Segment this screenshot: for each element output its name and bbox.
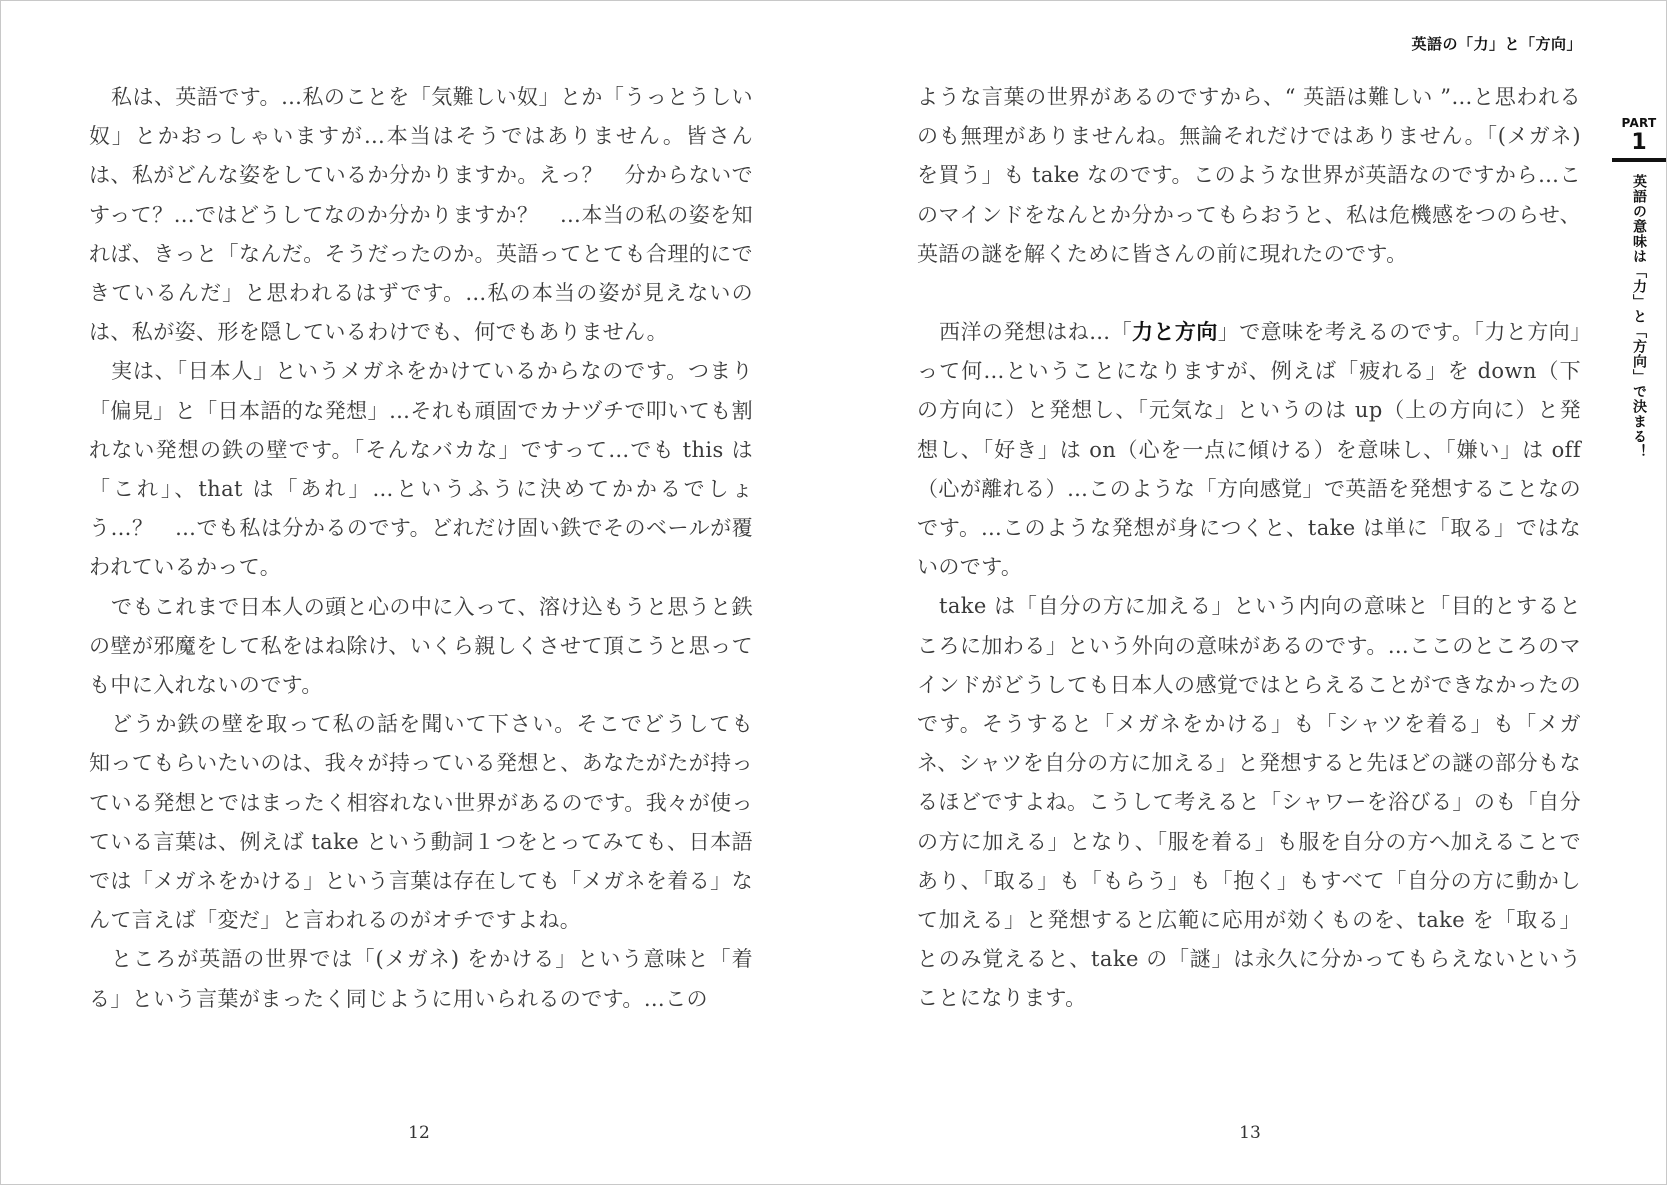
paragraph-text: 」で意味を考えるのです。「力と方向」って何…ということになりますが、例えば「疲れる」を down（下の方向に）と発想し、「元気な」というのは up（上の方向に）と発想し、「好き」は on（心を一点に傾ける）を意味し、「嫌い」は off（心が離れる）…このような「方向感覚」で英語を発想することなのです。…このような発想が身につくと、take は単に「取る」ではないのです。 (917, 320, 1581, 580)
body-paragraph: でもこれまで日本人の頭と心の中に入って、溶け込もうと思うと鉄の壁が邪魔をして私をはね除け、いくら親しくさせて頂こうと思っても中に入れないのです。 (89, 594, 753, 698)
left-page (1, 1, 833, 1184)
part-number: 1 (1631, 130, 1647, 155)
page-number-left: 12 (408, 1123, 430, 1143)
bold-phrase: 力と方向 (1132, 320, 1218, 345)
body-paragraph: ところが英語の世界では「(メガネ) をかける」という意味と「着る」という言葉がまったく同じように用いられるのです。…この (89, 947, 753, 1011)
left-page-body (89, 78, 753, 1019)
body-paragraph: take は「自分の方に加える」という内向の意味と「目的とするところに加わる」という外向の意味があるのです。…ここのところのマインドがどうしても日本人の感覚ではとらえることができなかったのです。そうすると「メガネをかける」も「シャツを着る」も「メガネ、シャツを自分の方に加える」と発想すると先ほどの謎の部分もなるほどですよね。こうして考えると「シャワーを浴びる」のも「自分の方に加える」となり、「服を着る」も服を自分の方へ加えることであり、「取る」も「もらう」も「抱く」もすべて「自分の方に動かして加える」と発想すると広範に応用が効くものを、take を「取る」とのみ覚えると、take の「謎」は永久に分かってもらえないということになります。 (917, 594, 1581, 1011)
paragraph-text: 西洋の発想はね…「 (939, 320, 1133, 345)
body-paragraph: 実は、「日本人」というメガネをかけているからなのです。つまり「偏見」と「日本語的な発想」…それも頑固でカナヅチで叩いても割れない発想の鉄の壁です。「そんなバカな」ですって…でも this は「これ」、that は「あれ」…というふうに決めてかかるでしょう…？ …でも私は分かるのです。どれだけ固い鉄でそのベールが覆われているかって。 (89, 359, 753, 580)
body-paragraph: 私は、英語です。…私のことを「気難しい奴」とか「うっとうしい奴」とかおっしゃいますが…本当はそうではありません。皆さんは、私がどんな姿をしているか分かりますか。えっ？ 分からないですって？…ではどうしてなのか分かりますか？ …本当の私の姿を知れば、きっと「なんだ。そうだったのか。英語ってとても合理的にできているんだ」と思われるはずです。…私の本当の姿が見えないのは、私が姿、形を隠しているわけでも、何でもありません。 (89, 85, 753, 345)
right-page-body (917, 78, 1581, 1019)
tab-divider (1612, 158, 1666, 162)
chapter-side-tab (1612, 116, 1666, 459)
body-paragraph: どうか鉄の壁を取って私の話を聞いて下さい。そこでどうしても知ってもらいたいのは、我々が持っている発想と、あなたがたが持っている発想とではまったく相容れない世界があるのです。我々が使っている言葉は、例えば take という動詞１つをとってみても、日本語では「メガネをかける」という言葉は存在しても「メガネを着る」なんて言えば「変だ」と言われるのがオチですよね。 (89, 712, 753, 933)
body-paragraph (917, 313, 1581, 587)
right-page (834, 1, 1666, 1184)
paragraph-gap (917, 274, 1581, 313)
chapter-title-vertical: 英語の意味は「力」と「方向」で決まる！ (1631, 174, 1647, 459)
page-number-right: 13 (1239, 1123, 1261, 1143)
body-paragraph: ような言葉の世界があるのですから、“ 英語は難しい ”…と思われるのも無理がありませんね。無論それだけではありません。「(メガネ) を買う」も take なのです。このような世界が英語なのですから…このマインドをなんとか分かってもらおうと、私は危機感をつのらせ、英語の謎を解くために皆さんの前に現れたのです。 (917, 85, 1581, 266)
part-label: PART (1621, 116, 1657, 130)
running-head: 英語の「力」と「方向」 (1411, 35, 1582, 53)
